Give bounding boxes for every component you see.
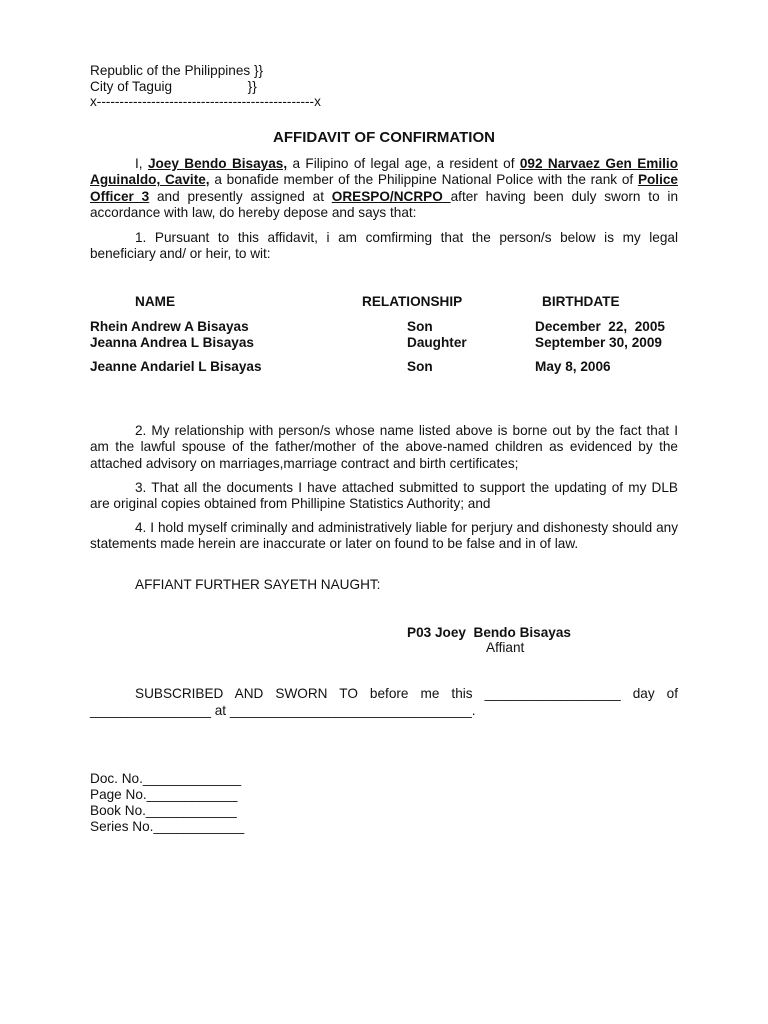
- document-title: AFFIDAVIT OF CONFIRMATION: [273, 129, 495, 146]
- affiant-name: Joey Bendo Bisayas,: [147, 156, 288, 171]
- paragraph-3: 3. That all the documents I have attached submitted to support the updating of my DLB are original copies obtained from Phillipine Statistics Authority; and: [90, 480, 678, 512]
- table-row-relationship: Son: [407, 319, 433, 334]
- table-header-relationship: RELATIONSHIP: [362, 294, 463, 309]
- header-separator: x------------------------------------------------x: [90, 94, 321, 109]
- affiant-assignment: ORESPO/NCRPO: [331, 188, 451, 204]
- header-city: City of Taguig }}: [90, 79, 257, 94]
- paragraph-4: 4. I hold myself criminally and administratively liable for perjury and dishonesty should any statements made herein are inaccurate or later on found to be false and in of law.: [90, 520, 678, 552]
- intro-mid2: a bonafide member of the Philippine National Police with the rank of: [209, 172, 638, 188]
- paragraph-1: 1. Pursuant to this affidavit, i am comfirming that the person/s below is my legal beneficiary and/ or heir, to wit:: [90, 230, 678, 262]
- table-row-name: Rhein Andrew A Bisayas: [90, 319, 249, 334]
- series-number-field: Series No.____________: [90, 819, 245, 834]
- table-row-name: Jeanne Andariel L Bisayas: [90, 359, 262, 374]
- table-row-name: Jeanna Andrea L Bisayas: [90, 335, 254, 350]
- closing-statement: AFFIANT FURTHER SAYETH NAUGHT:: [135, 577, 381, 592]
- signature-title: Affiant: [486, 640, 525, 655]
- table-row-relationship: Son: [407, 359, 433, 374]
- intro-end: after having been duly sworn to in accordance with law, do hereby depose and says that:: [90, 188, 679, 220]
- header-republic: Republic of the Philippines }}: [90, 63, 264, 78]
- intro-paragraph: [90, 156, 678, 221]
- book-number-field: Book No.____________: [90, 803, 237, 818]
- table-header-birthdate: BIRTHDATE: [542, 294, 620, 309]
- table-row-birthdate: December 22, 2005: [535, 319, 665, 334]
- paragraph-2: 2. My relationship with person/s whose name listed above is borne out by the fact that I am the lawful spouse of the father/mother of the above-named children as evidenced by the attached advisory on marriages,marriage contract and birth certificates;: [90, 423, 678, 471]
- page-number-field: Page No.____________: [90, 787, 238, 802]
- signature-name: P03 Joey Bendo Bisayas: [407, 625, 571, 640]
- intro-mid3: and presently assigned at: [149, 188, 332, 204]
- jurat-line-2: ________________ at ________________________________.: [90, 703, 476, 718]
- affiant-rank: Police Officer 3: [90, 172, 678, 204]
- table-header-name: NAME: [135, 294, 176, 309]
- doc-number-field: Doc. No._____________: [90, 771, 242, 786]
- intro-mid1: a Filipino of legal age, a resident of: [287, 156, 520, 171]
- table-row-relationship: Daughter: [407, 335, 467, 350]
- table-row-birthdate: May 8, 2006: [535, 359, 611, 374]
- jurat-line-1: SUBSCRIBED AND SWORN TO before me this __________________ day of: [135, 686, 678, 701]
- affiant-address: 092 Narvaez Gen Emilio Aguinaldo, Cavite,: [90, 156, 678, 188]
- intro-start: I,: [135, 156, 148, 171]
- table-row-birthdate: September 30, 2009: [535, 335, 662, 350]
